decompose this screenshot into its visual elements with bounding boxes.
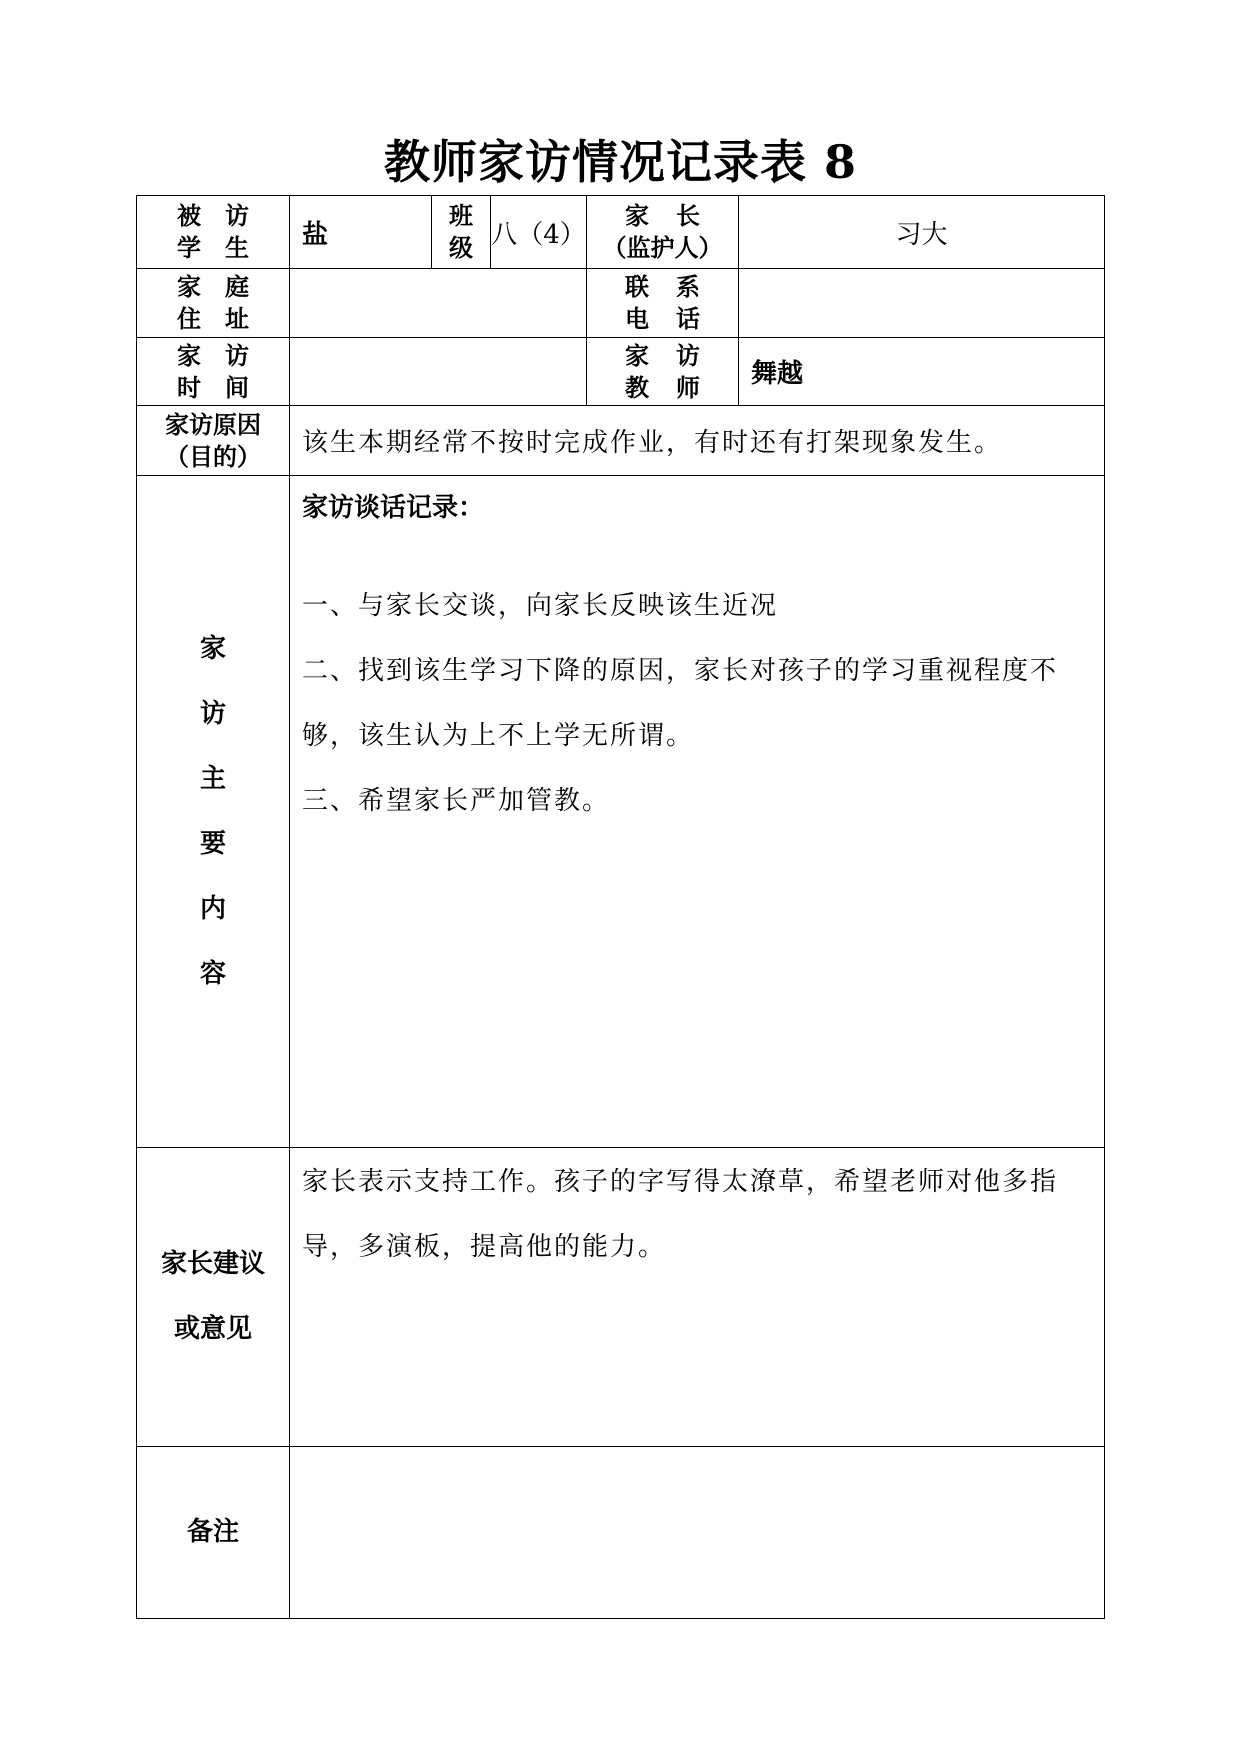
phone-label-cell [587,269,739,338]
class-field[interactable]: 八（4） [491,196,587,269]
phone-field[interactable] [739,269,1105,338]
content-line-2: 二、找到该生学习下降的原因，家长对孩子的学习重视程度不 [302,656,1059,686]
suggestion-line-2: 导，多演板，提高他的能力。 [302,1232,667,1262]
visit-teacher-label-line1: 家 访 [625,340,700,370]
parent-suggestion-field[interactable] [290,1148,1105,1447]
main-content-label [137,617,289,1007]
parent-suggestion-row [137,1148,1105,1447]
parent-suggestion-label-line2: 或意见 [173,1314,252,1344]
remarks-label: 备注 [137,1447,290,1619]
address-label-line2: 住 址 [177,304,249,333]
remarks-row [137,1447,1105,1619]
main-content-row [137,476,1105,1148]
remarks-field[interactable] [290,1447,1105,1619]
student-label-cell [137,196,290,269]
main-content-label-char: 访 [199,698,226,729]
visit-reason-label-line1: 家访原因 [165,409,261,439]
visit-reason-row [137,406,1105,476]
content-line-3: 够，该生认为上不上学无所谓。 [302,721,695,751]
student-info-row [137,196,1105,269]
address-row [137,269,1105,338]
phone-label-line2: 电 话 [625,304,700,333]
content-line-1: 一、与家长交谈，向家长反映该生近况 [302,591,779,621]
class-label-cell [432,196,491,269]
parent-suggestion-label-cell [137,1148,290,1447]
parent-label-line1: 家 长 [625,201,700,230]
main-content-label-char: 家 [199,633,226,664]
parent-label-cell [587,196,739,269]
student-name-field[interactable]: 盐 [290,196,432,269]
visit-reason-field[interactable]: 该生本期经常不按时完成作业，有时还有打架现象发生。 [290,406,1105,476]
main-content-label-char: 内 [199,893,226,924]
visit-time-label-line2: 时 间 [177,372,249,402]
class-label-line2: 级 [449,233,473,262]
page-title: 教师家访情况记录表 8 [383,135,858,189]
main-content-label-char: 容 [199,958,226,989]
main-content-label-char: 主 [199,763,226,794]
visit-reason-label-cell [137,406,290,476]
parent-name-field[interactable]: 习大 [739,196,1105,269]
content-line-4: 三、希望家长严加管教。 [302,786,611,816]
main-content-label-char: 要 [199,828,226,859]
student-label-line1: 被 访 [177,201,249,230]
parent-label-line2: （监护人） [602,233,723,262]
visit-time-row [137,338,1105,406]
home-visit-form [136,195,1105,1619]
address-field[interactable] [290,269,587,338]
visit-teacher-label-line2: 教 师 [625,372,700,402]
suggestion-line-1: 家长表示支持工作。孩子的字写得太潦草，希望老师对他多指 [302,1167,1059,1197]
main-content-field[interactable] [290,476,1105,1148]
address-label-line1: 家 庭 [177,272,249,301]
conversation-record-heading: 家访谈话记录： [302,493,485,523]
visit-reason-label-line2: （目的） [165,441,261,471]
main-content-label-cell [137,476,290,1148]
visit-teacher-field[interactable]: 舞越 [739,338,1105,406]
address-label-cell [137,269,290,338]
student-label-line2: 学 生 [177,233,249,262]
visit-time-label-line1: 家 访 [177,340,249,370]
class-label-line1: 班 [449,201,473,230]
parent-suggestion-label-line1: 家长建议 [160,1249,265,1279]
phone-label-line1: 联 系 [625,272,700,301]
visit-time-field[interactable] [290,338,587,406]
visit-time-label-cell [137,338,290,406]
visit-teacher-label-cell [587,338,739,406]
